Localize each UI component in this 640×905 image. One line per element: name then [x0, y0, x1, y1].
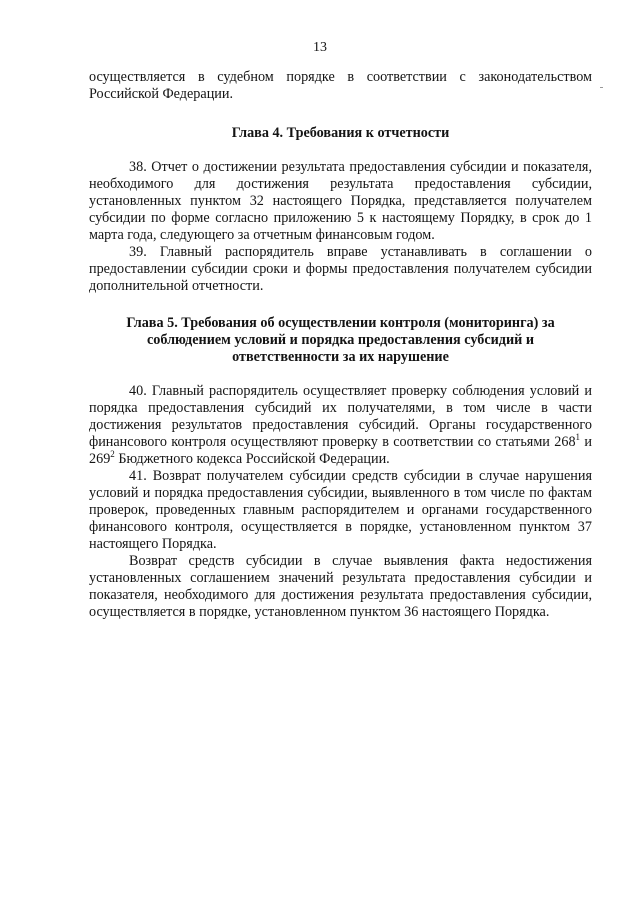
paragraph-39: 39. Главный распорядитель вправе устанавливать в соглашении о предоставлении субсидии сроки и формы предоставления получателем субсидии дополнительной отчетности. — [89, 244, 592, 294]
margin-mark — [600, 87, 603, 88]
paragraph-40-text-2: и 269 — [89, 434, 592, 467]
paragraph-38: 38. Отчет о достижении результата предоставления субсидии и показателя, необходимого для достижения результата предоставления субсидии, установленных пунктом 32 настоящего Порядка, представляется получателем субсидии по форме согласно приложению 5 к настоящему Порядку, в срок до 1 марта года, следующего за отчетным финансовым годом. — [89, 159, 592, 243]
paragraph-41-continuation: Возврат средств субсидии в случае выявления факта недостижения установленных соглашением значений результата предоставления субсидии и показателя, необходимого для достижения результата предоставления субсидии, осуществляется в порядке, установленном пунктом 36 настоящего Порядка. — [89, 553, 592, 620]
intro-paragraph: осуществляется в судебном порядке в соответствии с законодательством Российской Федерации. — [89, 69, 592, 102]
footnote-ref-1: 1 — [575, 432, 581, 442]
paragraph-40 — [89, 383, 592, 468]
chapter-4-title: Глава 4. Требования к отчетности — [231, 125, 450, 141]
footnote-ref-2: 2 — [110, 449, 115, 459]
page-number: 13 — [313, 40, 327, 55]
document-body — [89, 69, 592, 621]
paragraph-41: 41. Возврат получателем субсидии средств субсидии в случае нарушения условий и порядка предоставления субсидии, выявленного в том числе по фактам проверок, проведенных главным распорядителем и органами государственного финансового контроля, осуществляется в порядке, установленном пунктом 37 настоящего Порядка. — [89, 468, 592, 552]
chapter-5-title-line-1: Глава 5. Требования об осуществлении контроля (мониторинга) за — [126, 315, 555, 331]
chapter-5-title-line-3: ответственности за их нарушение — [232, 349, 449, 365]
paragraph-40-text-3: Бюджетного кодекса Российской Федерации. — [114, 451, 390, 467]
chapter-5-title-line-2: соблюдением условий и порядка предоставления субсидий и — [146, 332, 535, 348]
chapter-5-title — [89, 315, 592, 366]
paragraph-40-text-1: 40. Главный распорядитель осуществляет проверку соблюдения условий и порядка предоставления субсидий их получателями, в том числе в части достижения результатов предоставления субсидий. Органы государственного финансового контроля осуществляют проверку в соответствии со статьями 268 — [89, 383, 592, 450]
